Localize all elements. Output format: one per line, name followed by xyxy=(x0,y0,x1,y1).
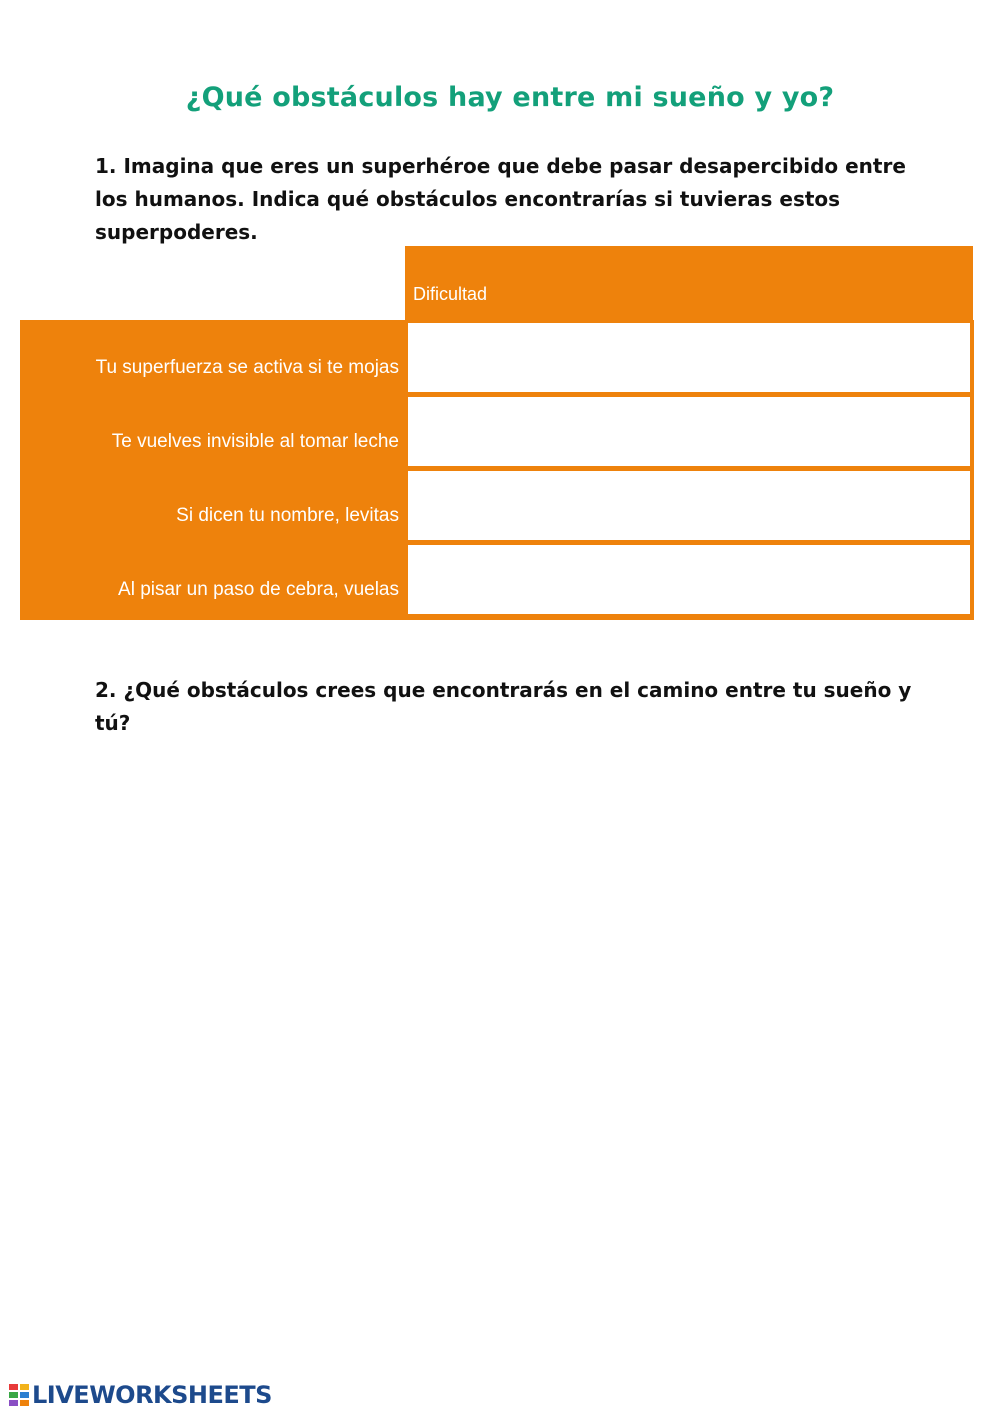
table-row xyxy=(20,468,974,542)
answer-field-1[interactable] xyxy=(408,323,970,392)
worksheet-title: ¿Qué obstáculos hay entre mi sueño y yo? xyxy=(185,82,835,113)
answer-field-4[interactable] xyxy=(408,545,970,614)
answer-field-3[interactable] xyxy=(408,471,970,540)
answer-field-2[interactable] xyxy=(408,397,970,466)
table-row xyxy=(20,394,974,468)
liveworksheets-logo-icon xyxy=(8,1383,30,1407)
table-row xyxy=(20,542,974,616)
row-label: Si dicen tu nombre, levitas xyxy=(176,505,399,526)
table-header-label: Dificultad xyxy=(413,284,488,304)
row-label: Tu superfuerza se activa si te mojas xyxy=(95,357,399,378)
brand-name: LIVEWORKSHEETS xyxy=(32,1381,272,1409)
table-row xyxy=(20,320,974,394)
table-header-cell xyxy=(405,246,973,321)
question-2-text: 2. ¿Qué obstáculos crees que encontrarás en el camino entre tu sueño y tú? xyxy=(95,678,912,735)
liveworksheets-brand xyxy=(8,1381,272,1409)
row-label: Te vuelves invisible al tomar leche xyxy=(111,431,399,452)
question-1-text: 1. Imagina que eres un superhéroe que debe pasar desapercibido entre los humanos. Indica qué obstáculos encontrarías si tuvieras estos superpoderes. xyxy=(95,154,906,244)
row-label: Al pisar un paso de cebra, vuelas xyxy=(118,579,399,600)
superpowers-table xyxy=(20,320,974,620)
